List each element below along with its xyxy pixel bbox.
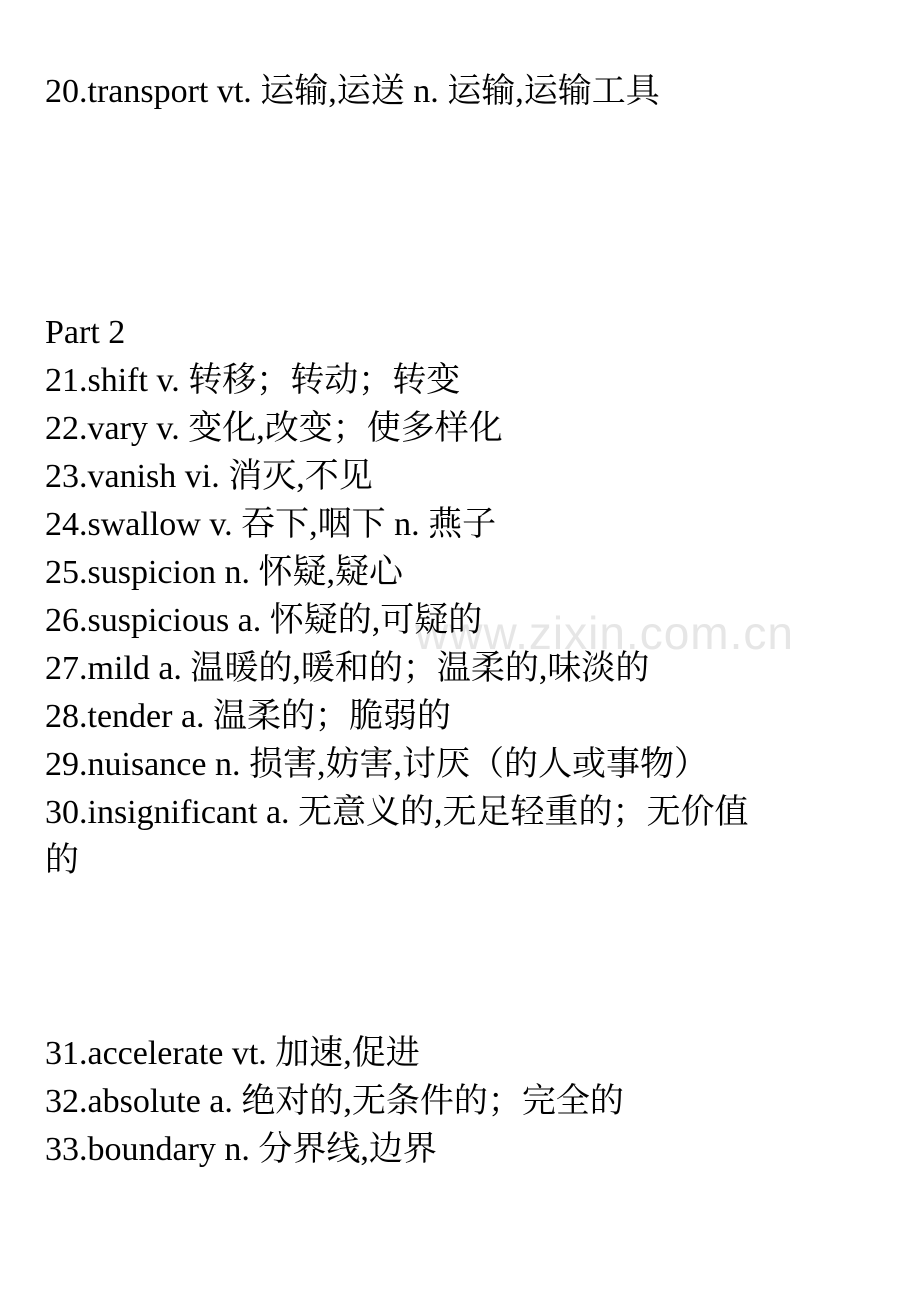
vocab-entry-26: 26.suspicious a. 怀疑的,可疑的 <box>45 602 483 639</box>
vocab-entry-22: 22.vary v. 变化,改变；使多样化 <box>45 410 503 447</box>
vocab-entry-28: 28.tender a. 温柔的；脆弱的 <box>45 698 452 735</box>
vocab-entry-27: 27.mild a. 温暖的,暖和的；温柔的,味淡的 <box>45 650 650 687</box>
vocab-entry-30-continuation: 的 <box>45 842 79 879</box>
vocab-entry-20: 20.transport vt. 运输,运送 n. 运输,运输工具 <box>45 73 660 110</box>
vocab-entry-33: 33.boundary n. 分界线,边界 <box>45 1131 437 1168</box>
vocab-entry-25: 25.suspicion n. 怀疑,疑心 <box>45 554 403 591</box>
vocab-entry-30: 30.insignificant a. 无意义的,无足轻重的；无价值 <box>45 794 749 831</box>
section-heading-part-2: Part 2 <box>45 314 126 351</box>
vocab-entry-21: 21.shift v. 转移；转动；转变 <box>45 362 461 399</box>
vocab-entry-31: 31.accelerate vt. 加速,促进 <box>45 1035 420 1072</box>
vocab-entry-23: 23.vanish vi. 消灭,不见 <box>45 458 373 495</box>
vocab-entry-24: 24.swallow v. 吞下,咽下 n. 燕子 <box>45 506 497 543</box>
vocab-entry-29: 29.nuisance n. 损害,妨害,讨厌（的人或事物） <box>45 746 708 783</box>
vocab-entry-32: 32.absolute a. 绝对的,无条件的；完全的 <box>45 1083 624 1120</box>
watermark-text: www.zixin.com.cn <box>415 607 794 659</box>
